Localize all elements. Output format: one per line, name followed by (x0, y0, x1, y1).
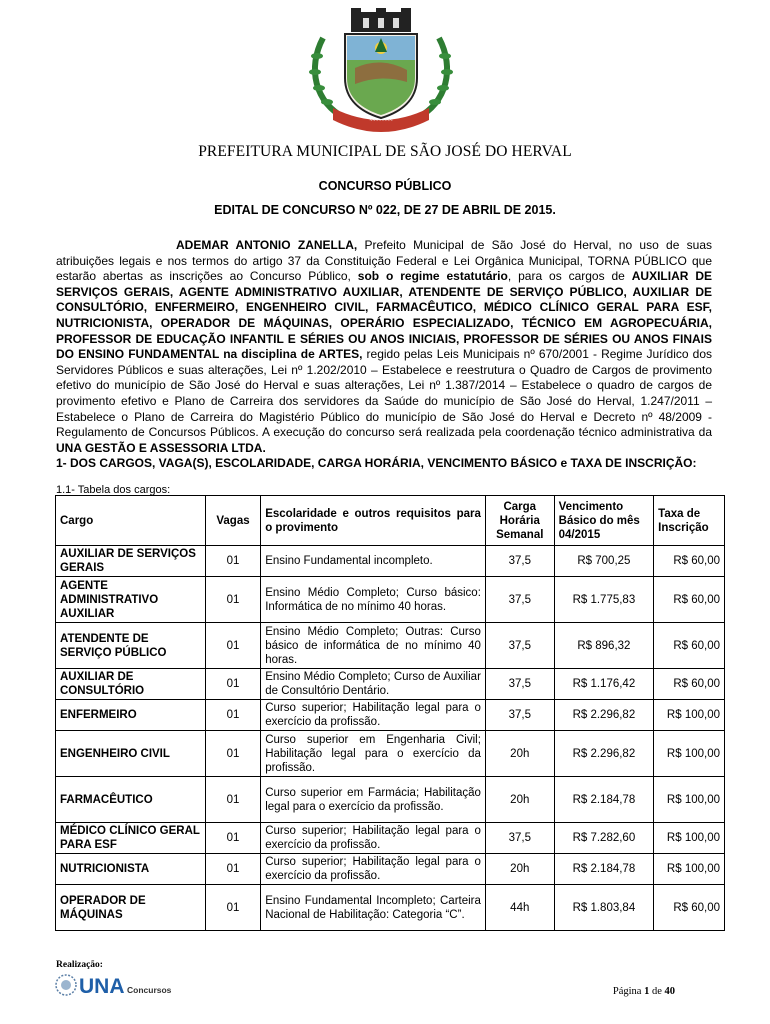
cell-vencimento: R$ 700,25 (554, 546, 654, 577)
cell-taxa: R$ 60,00 (654, 885, 725, 931)
cell-cargo: ATENDENTE DE SERVIÇO PÚBLICO (56, 623, 206, 669)
cell-carga: 37,5 (485, 700, 554, 731)
cell-vagas: 01 (205, 854, 260, 885)
cell-vencimento: R$ 1.176,42 (554, 669, 654, 700)
una-concursos-logo (55, 972, 185, 998)
cell-vagas: 01 (205, 885, 260, 931)
page-title: PREFEITURA MUNICIPAL DE SÃO JOSÉ DO HERVAL (198, 143, 572, 160)
cell-escolaridade: Curso superior em Farmácia; Habilitação legal para o exercício da profissão. (261, 777, 486, 823)
cell-escolaridade: Ensino Médio Completo; Outras: Curso básico de informática de no mínimo 40 horas. (261, 623, 486, 669)
cell-carga: 20h (485, 731, 554, 777)
cell-cargo: ENGENHEIRO CIVIL (56, 731, 206, 777)
intro-cargos-list: AUXILIAR DE SERVIÇOS GERAIS, AGENTE ADMINISTRATIVO AUXILIAR, ATENDENTE DE SERVIÇO PÚBLICO, AUXILIAR DE CONSULTÓRIO, ENFERMEIRO, ENGENHEIRO CIVIL, FARMACÊUTICO, MÉDICO CLÍNICO GERAL PARA ESF, NUTRICIONISTA, OPERADOR DE MÁQUINAS, OPERÁRIO ESPECIALIZADO, TÉCNICO EM AGROPECUÁRIA, PROFESSOR DE EDUCAÇÃO INFANTIL E SÉRIES OU ANOS INICIAIS, PROFESSOR DE SÉRIES OU ANOS FINAIS DO ENSINO FUNDAMENTAL na disciplina de ARTES, (56, 269, 713, 362)
cell-escolaridade: Ensino Médio Completo; Curso de Auxiliar de Consultório Dentário. (261, 669, 486, 700)
cell-carga: 37,5 (485, 546, 554, 577)
cell-taxa: R$ 60,00 (654, 546, 725, 577)
cell-vagas: 01 (205, 823, 260, 854)
cell-vencimento: R$ 2.296,82 (554, 731, 654, 777)
table-row (56, 885, 725, 931)
svg-text:~~~~~~~~: ~~~~~~~~ (369, 118, 393, 124)
header-vencimento: Vencimento Básico do mês 04/2015 (554, 496, 654, 546)
logo-una-text: UNA (79, 975, 125, 998)
cell-vagas: 01 (205, 731, 260, 777)
logo-concursos-text: Concursos (127, 985, 172, 995)
cell-vencimento: R$ 896,32 (554, 623, 654, 669)
cell-taxa: R$ 100,00 (654, 731, 725, 777)
table-row (56, 731, 725, 777)
table-row (56, 623, 725, 669)
cell-taxa: R$ 60,00 (654, 669, 725, 700)
table-row (56, 546, 725, 577)
cell-carga: 20h (485, 777, 554, 823)
header-escolaridade: Escolaridade e outros requisitos para o provimento (261, 496, 486, 546)
cell-carga: 20h (485, 854, 554, 885)
cell-carga: 37,5 (485, 669, 554, 700)
cell-vencimento: R$ 2.184,78 (554, 854, 654, 885)
intro-text-1: Prefeito Municipal de São José do Herval, no uso de suas atribuições legais e nos termos do artigo 37 da Constituição Federal e Lei Orgânica Municipal, TORNA PÚBLICO que estarão abertas as inscrições ao Concurso Público, (56, 238, 713, 284)
cell-cargo: AGENTE ADMINISTRATIVO AUXILIAR (56, 577, 206, 623)
intro-paragraph (56, 238, 712, 456)
cell-taxa: R$ 100,00 (654, 777, 725, 823)
intro-text-2: , para os cargos de (507, 269, 632, 284)
cell-cargo: FARMACÊUTICO (56, 777, 206, 823)
cell-escolaridade: Curso superior; Habilitação legal para o exercício da profissão. (261, 700, 486, 731)
intro-regime: sob o regime estatutário (357, 269, 508, 284)
cell-carga: 37,5 (485, 823, 554, 854)
cell-vagas: 01 (205, 669, 260, 700)
cell-taxa: R$ 100,00 (654, 854, 725, 885)
cell-carga: 37,5 (485, 623, 554, 669)
cell-vencimento: R$ 1.803,84 (554, 885, 654, 931)
header-vagas: Vagas (205, 496, 260, 546)
cell-escolaridade: Curso superior; Habilitação legal para o exercício da profissão. (261, 823, 486, 854)
cell-carga: 44h (485, 885, 554, 931)
section-heading: 1- DOS CARGOS, VAGA(S), ESCOLARIDADE, CARGA HORÁRIA, VENCIMENTO BÁSICO e TAXA DE INSCRIÇÃO: (56, 456, 697, 470)
cell-cargo: AUXILIAR DE CONSULTÓRIO (56, 669, 206, 700)
page-current: 1 (644, 986, 650, 997)
cargos-table (55, 495, 725, 931)
table-row (56, 854, 725, 885)
cell-taxa: R$ 60,00 (654, 623, 725, 669)
table-header-row (56, 496, 725, 546)
cell-escolaridade: Curso superior em Engenharia Civil; Habilitação legal para o exercício da profissão. (261, 731, 486, 777)
page-total: 40 (664, 986, 675, 997)
cell-vagas: 01 (205, 623, 260, 669)
cell-vagas: 01 (205, 777, 260, 823)
intro-text-3: regido pelas Leis Municipais nº 670/2001 - Regime Jurídico dos Servidores Públicos e suas alterações, Lei nº 1.202/2010 – Estabelece e reestrutura o Quadro de Cargos de provimento efetivo do município de São José do Herval e suas alterações, Lei nº 1.387/2014 – Estabelece o quadro de cargos de provimento efetivo e Plano de Carreira dos servidores da Saúde do município de São José do Herval, 1.247/2011 – Estabelece o Plano de Carreira do Magistério Público do município de São José do Herval e Decreto nº 48/2009 - Regulamento de Concursos Públicos. A execução do concurso será realizada pela coordenação técnico administrativa da (56, 347, 713, 440)
table-row (56, 669, 725, 700)
header-carga: Carga Horária Semanal (485, 496, 554, 546)
cell-carga: 37,5 (485, 577, 554, 623)
cell-vagas: 01 (205, 577, 260, 623)
cell-taxa: R$ 60,00 (654, 577, 725, 623)
cell-vencimento: R$ 2.296,82 (554, 700, 654, 731)
cell-cargo: ENFERMEIRO (56, 700, 206, 731)
cell-cargo: AUXILIAR DE SERVIÇOS GERAIS (56, 546, 206, 577)
mayor-name: ADEMAR ANTONIO ZANELLA, (176, 238, 358, 252)
table-row (56, 823, 725, 854)
header-cargo: Cargo (56, 496, 206, 546)
cell-escolaridade: Ensino Fundamental incompleto. (261, 546, 486, 577)
cell-cargo: OPERADOR DE MÁQUINAS (56, 885, 206, 931)
table-row (56, 700, 725, 731)
cell-escolaridade: Ensino Médio Completo; Curso básico: Informática de no mínimo 40 horas. (261, 577, 486, 623)
footer-realizacao-label: Realização: (56, 960, 103, 970)
cell-taxa: R$ 100,00 (654, 700, 725, 731)
cell-vagas: 01 (205, 700, 260, 731)
intro-company: UNA GESTÃO E ASSESSORIA LTDA. (56, 440, 266, 455)
cell-cargo: MÉDICO CLÍNICO GERAL PARA ESF (56, 823, 206, 854)
page-number (613, 986, 675, 997)
contest-title: CONCURSO PÚBLICO (318, 179, 452, 193)
cell-vencimento: R$ 1.775,83 (554, 577, 654, 623)
table-row (56, 577, 725, 623)
page-label: Página (612, 986, 642, 997)
municipal-coat-of-arms (305, 8, 457, 132)
cell-vencimento: R$ 7.282,60 (554, 823, 654, 854)
table-row (56, 777, 725, 823)
page-of: de (651, 986, 662, 997)
cell-vencimento: R$ 2.184,78 (554, 777, 654, 823)
subsection-heading: 1.1- Tabela dos cargos: (56, 484, 171, 496)
cell-cargo: NUTRICIONISTA (56, 854, 206, 885)
header-taxa: Taxa de Inscrição (654, 496, 725, 546)
edital-title: EDITAL DE CONCURSO Nº 022, DE 27 DE ABRIL DE 2015. (214, 203, 556, 217)
cell-vagas: 01 (205, 546, 260, 577)
cell-escolaridade: Curso superior; Habilitação legal para o exercício da profissão. (261, 854, 486, 885)
cell-escolaridade: Ensino Fundamental Incompleto; Carteira Nacional de Habilitação: Categoria “C”. (261, 885, 486, 931)
cell-taxa: R$ 100,00 (654, 823, 725, 854)
